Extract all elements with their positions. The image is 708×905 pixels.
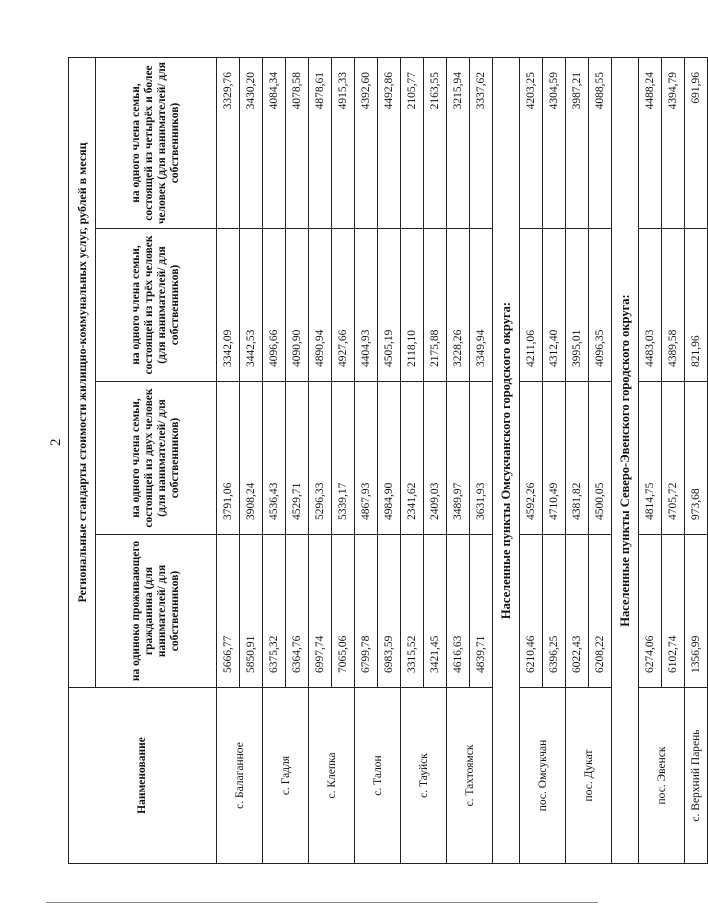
table-row [520,58,543,864]
subcol-header-single: на одиноко проживающего гражданина (для нанимателей/ для собственников) [96,535,217,688]
settlement-name: с. Тауйск [401,688,447,864]
value-cell: 2118,10 [401,229,424,382]
value-cell: 7065,06 [332,535,355,688]
section-row [493,58,520,864]
table-body [217,58,708,864]
value-cell: 4483,03 [639,229,662,382]
value-cell: 6274,06 [639,535,662,688]
value-cell: 821,96 [685,229,708,382]
value-cell: 6102,74 [662,535,685,688]
settlement-name: пос. Дукат [566,688,612,864]
value-cell: 3215,94 [447,58,470,229]
value-cell: 3489,97 [447,382,470,535]
value-cell: 4084,34 [263,58,286,229]
settlement-name: с. Клепка [309,688,355,864]
value-cell: 4090,90 [286,229,309,382]
value-cell: 4878,61 [309,58,332,229]
value-cell: 4500,05 [589,382,612,535]
table-row [217,58,240,864]
value-cell: 4890,94 [309,229,332,382]
value-cell: 3315,52 [401,535,424,688]
value-cell: 6997,74 [309,535,332,688]
value-cell: 973,68 [685,382,708,535]
value-cell: 5339,17 [332,382,355,535]
value-cell: 3791,06 [217,382,240,535]
value-cell: 6983,59 [378,535,401,688]
value-cell: 2341,62 [401,382,424,535]
subcol-header-two: на одного члена семьи, состоящей из двух человек (для нанимателей/ для собственников) [96,382,217,535]
value-cell: 3421,45 [424,535,447,688]
settlement-name: пос. Эвенск [639,688,685,864]
settlement-name: пос. Омсукчан [520,688,566,864]
rotated-table-container [68,58,702,864]
value-cell: 4984,90 [378,382,401,535]
value-cell: 2105,77 [401,58,424,229]
value-cell: 3349,94 [470,229,493,382]
value-cell: 4529,71 [286,382,309,535]
table-row [401,58,424,864]
section-title: Населенные пункты Омсукчанского городского округа: [493,58,520,864]
subcol-header-four: на одного члена семьи, состоящей из четырёх и более человек (для нанимателей/ для собственников) [96,58,217,229]
value-cell: 4312,40 [543,229,566,382]
value-cell: 4814,75 [639,382,662,535]
value-cell: 3442,53 [240,229,263,382]
value-cell: 6799,78 [355,535,378,688]
value-cell: 4492,86 [378,58,401,229]
value-cell: 691,96 [685,58,708,229]
value-cell: 4536,43 [263,382,286,535]
value-cell: 4304,59 [543,58,566,229]
section-title: Населенные пункты Северо-Эвенского городского округа: [612,58,639,864]
value-cell: 3995,01 [566,229,589,382]
subcol-header-three: на одного члена семьи, состоящей из трёх человек (для нанимателей/ для собственников) [96,229,217,382]
settlement-name: с. Верхний Парень [685,688,708,864]
settlement-name: с. Гадля [263,688,309,864]
value-cell: 4389,58 [662,229,685,382]
value-cell: 4096,66 [263,229,286,382]
table-row [355,58,378,864]
value-cell: 3342,09 [217,229,240,382]
table-row [685,58,708,864]
value-cell: 3908,24 [240,382,263,535]
table-row [309,58,332,864]
value-cell: 4867,93 [355,382,378,535]
value-cell: 6396,25 [543,535,566,688]
value-cell: 4381,82 [566,382,589,535]
value-cell: 4203,25 [520,58,543,229]
value-cell: 4710,49 [543,382,566,535]
value-cell: 3631,93 [470,382,493,535]
value-cell: 4705,72 [662,382,685,535]
value-cell: 6375,32 [263,535,286,688]
value-cell: 3430,20 [240,58,263,229]
table-row [639,58,662,864]
bottom-rule [46,902,598,903]
value-cell: 4488,24 [639,58,662,229]
value-cell: 3987,21 [566,58,589,229]
settlement-name: с. Балаганное [217,688,263,864]
table-row [447,58,470,864]
name-column-header: Наименование [69,688,217,864]
value-cell: 1356,99 [685,535,708,688]
table-row [566,58,589,864]
page-number: 2 [48,438,64,446]
value-cell: 5850,91 [240,535,263,688]
value-cell: 4088,55 [589,58,612,229]
value-cell: 6022,43 [566,535,589,688]
value-cell: 4211,06 [520,229,543,382]
settlement-name: с. Талон [355,688,401,864]
value-cell: 6208,22 [589,535,612,688]
value-cell: 4505,19 [378,229,401,382]
table-row [263,58,286,864]
value-cell: 2163,55 [424,58,447,229]
group-title-header: Региональные стандарты стоимости жилищно-коммунальных услуг, рублей в месяц [69,58,96,688]
value-cell: 2175,88 [424,229,447,382]
value-cell: 4616,63 [447,535,470,688]
value-cell: 4392,60 [355,58,378,229]
section-row [612,58,639,864]
value-cell: 2409,03 [424,382,447,535]
value-cell: 4915,33 [332,58,355,229]
value-cell: 3329,76 [217,58,240,229]
settlement-name: с. Тахтоямск [447,688,493,864]
value-cell: 3228,26 [447,229,470,382]
value-cell: 4404,93 [355,229,378,382]
value-cell: 4592,26 [520,382,543,535]
value-cell: 6364,76 [286,535,309,688]
value-cell: 4096,35 [589,229,612,382]
value-cell: 6210,46 [520,535,543,688]
value-cell: 4927,66 [332,229,355,382]
value-cell: 4394,79 [662,58,685,229]
housing-standards-table [68,57,708,864]
value-cell: 5296,33 [309,382,332,535]
value-cell: 4839,71 [470,535,493,688]
value-cell: 3337,62 [470,58,493,229]
value-cell: 5666,77 [217,535,240,688]
value-cell: 4078,58 [286,58,309,229]
